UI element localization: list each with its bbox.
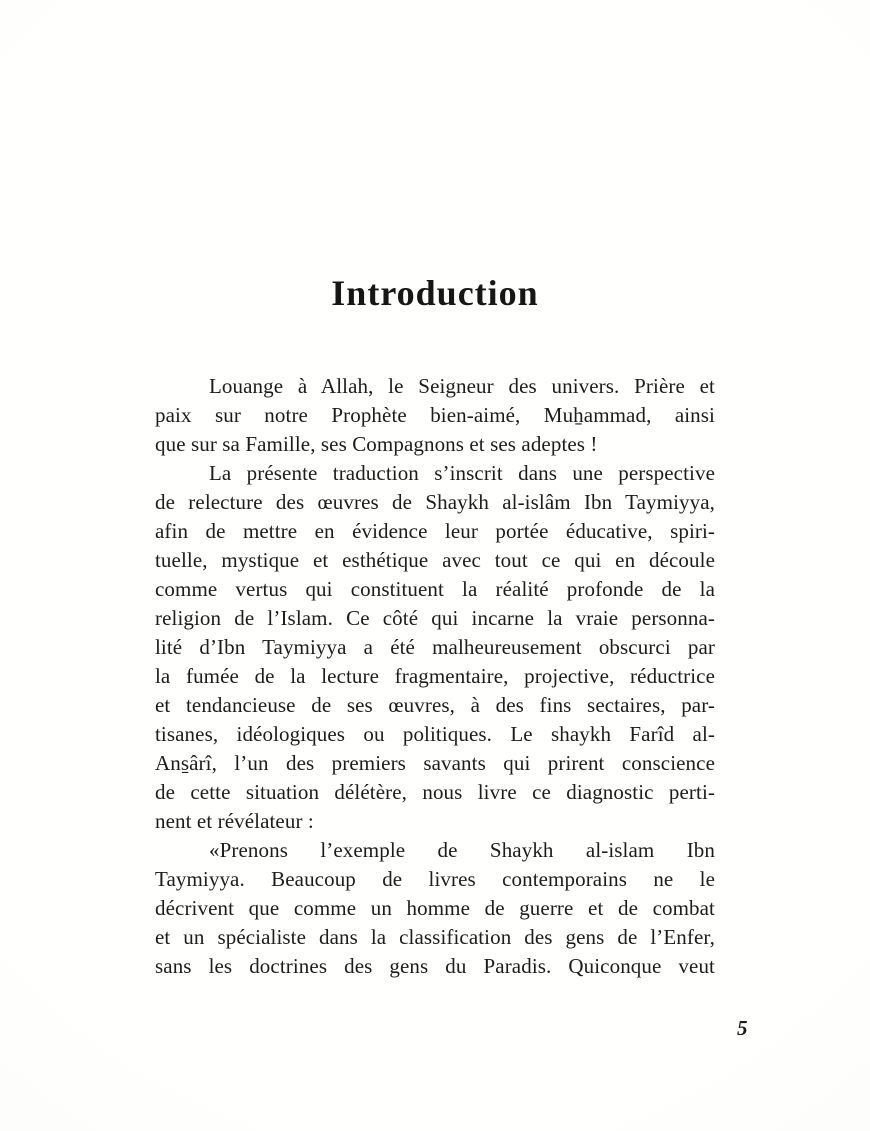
- text-line: tisanes, idéologiques ou politiques. Le shaykh Farîd al-: [155, 722, 715, 746]
- text-line: paix sur notre Prophète bien-aimé, Muẖammad, ainsi: [155, 403, 715, 427]
- paragraph: [155, 459, 715, 836]
- text-line: de cette situation délétère, nous livre ce diagnostic perti-: [155, 780, 715, 804]
- text-line: de relecture des œuvres de Shaykh al-islâm Ibn Taymiyya,: [155, 490, 715, 514]
- text-line: Ans̱ârî, l’un des premiers savants qui prirent conscience: [155, 751, 715, 775]
- text-line: et un spécialiste dans la classification des gens de l’Enfer,: [155, 925, 715, 949]
- text-line: comme vertus qui constituent la réalité profonde de la: [155, 577, 715, 601]
- page-number: 5: [737, 1016, 748, 1040]
- text-block: [155, 372, 715, 981]
- text-line: lité d’Ibn Taymiyya a été malheureusement obscurci par: [155, 635, 715, 659]
- text-line: que sur sa Famille, ses Compagnons et ses adeptes !: [155, 432, 598, 456]
- chapter-title: Introduction: [331, 273, 539, 313]
- text-line: nent et révélateur :: [155, 809, 314, 833]
- text-line: décrivent que comme un homme de guerre et de combat: [155, 896, 715, 920]
- paragraph: [155, 372, 715, 459]
- text-line: sans les doctrines des gens du Paradis. Quiconque veut: [155, 954, 715, 978]
- text-line: la fumée de la lecture fragmentaire, projective, réductrice: [155, 664, 715, 688]
- text-line: afin de mettre en évidence leur portée éducative, spiri-: [155, 519, 715, 543]
- text-line: et tendancieuse de ses œuvres, à des fins sectaires, par-: [155, 693, 715, 717]
- text-line: Taymiyya. Beaucoup de livres contemporains ne le: [155, 867, 715, 891]
- paragraph: [155, 836, 715, 981]
- text-line: La présente traduction s’inscrit dans une perspective: [209, 461, 715, 485]
- text-line: Louange à Allah, le Seigneur des univers. Prière et: [209, 374, 715, 398]
- text-line: «Prenons l’exemple de Shaykh al-islam Ibn: [209, 838, 715, 862]
- text-line: religion de l’Islam. Ce côté qui incarne la vraie personna-: [155, 606, 715, 630]
- text-line: tuelle, mystique et esthétique avec tout ce qui en découle: [155, 548, 715, 572]
